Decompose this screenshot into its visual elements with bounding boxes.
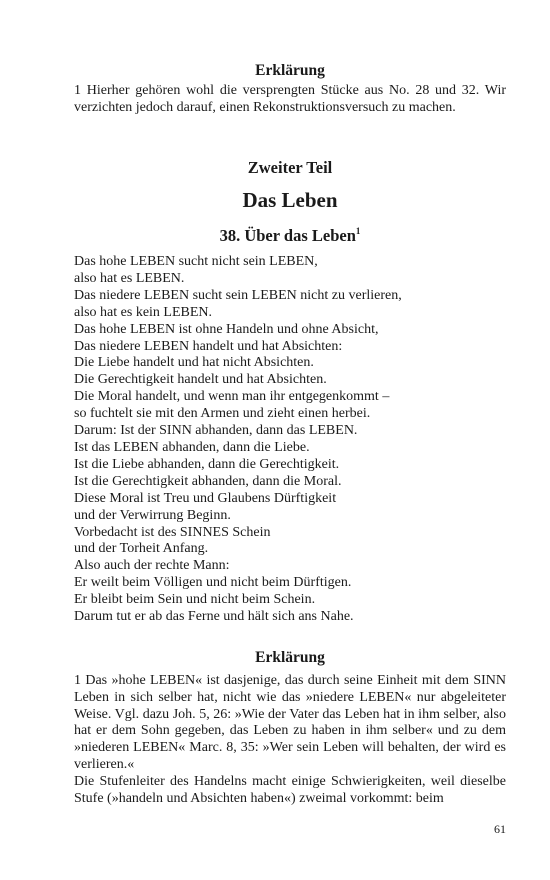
verse-line: Die Liebe handelt und hat nicht Absichten. xyxy=(74,355,314,371)
verse-line: Er bleibt beim Sein und nicht beim Schein. xyxy=(74,592,316,608)
verse-line: Darum tut er ab das Ferne und hält sich ans Nahe. xyxy=(74,609,354,625)
verse-line: Das niedere LEBEN sucht sein LEBEN nicht zu verlieren, xyxy=(74,287,402,303)
section-title: Das Leben xyxy=(242,188,338,212)
part-title: Zweiter Teil xyxy=(247,158,333,177)
verse-line: und der Torheit Anfang. xyxy=(74,541,209,557)
verse-line: so fuchtelt sie mit den Armen und zieht einen herbei. xyxy=(74,406,371,422)
footnote-marker: 1 xyxy=(355,226,361,236)
explanation-heading-2: Erklärung xyxy=(255,649,325,666)
verse-line: Das hohe LEBEN sucht nicht sein LEBEN, xyxy=(74,254,318,269)
verse-line: Die Gerechtigkeit handelt und hat Absichten. xyxy=(74,372,327,388)
verse-line: Vorbedacht ist des SINNES Schein xyxy=(74,524,271,540)
page-number: 61 xyxy=(494,822,506,836)
chapter-title-text: 38. Über das Leben xyxy=(219,226,356,245)
poem-verses xyxy=(74,254,402,626)
verse-line: Die Moral handelt, und wenn man ihr entgegenkommt – xyxy=(74,389,390,405)
verse-line: Diese Moral ist Treu und Glaubens Dürftigkeit xyxy=(74,490,337,506)
explanation-paragraph-2: Die Stufenleiter des Handelns macht einige Schwierigkeiten, weil dieselbe Stufe (»handeln und Absichten haben«) zweimal vorkommt: beim xyxy=(74,773,506,806)
verse-line: Ist die Liebe abhanden, dann die Gerechtigkeit. xyxy=(74,456,340,472)
explanation-body-2 xyxy=(74,673,506,807)
verse-line: Das niedere LEBEN handelt und hat Absichten: xyxy=(74,338,343,354)
verse-line: und der Verwirrung Beginn. xyxy=(74,507,231,523)
verse-line: Ist die Gerechtigkeit abhanden, dann die Moral. xyxy=(74,473,342,489)
explanation-text-1: 1 Hierher gehören wohl die versprengten Stücke aus No. 28 und 32. Wir verzichten jedoch darauf, einen Rekonstruktionsversuch zu machen. xyxy=(74,83,506,115)
verse-line: also hat es LEBEN. xyxy=(74,270,185,286)
chapter-title xyxy=(74,226,506,246)
verse-line: also hat es kein LEBEN. xyxy=(74,304,213,320)
verse-line: Das hohe LEBEN ist ohne Handeln und ohne Absicht, xyxy=(74,321,379,337)
verse-line: Darum: Ist der SINN abhanden, dann das LEBEN. xyxy=(74,423,358,439)
verse-line: Er weilt beim Völligen und nicht beim Dürftigen. xyxy=(74,575,352,591)
explanation-paragraph-1: 1 Das »hohe LEBEN« ist dasjenige, das durch seine Einheit mit dem SINN Leben in sich selber hat, nicht wie das »niedere LEBEN« nur abgeleiteter Weise. Vgl. dazu Joh. 5, 26: »Wie der Vater das Leben hat in ihm selber, also hat er dem Sohn gegeben, das Leben zu haben in ihm selber« und zu dem »niederen LEBEN« Marc. 8, 35: »Wer sein Leben will behalten, der wird es verlieren.« xyxy=(74,673,506,772)
explanation-heading-1: Erklärung xyxy=(255,62,325,79)
verse-line: Also auch der rechte Mann: xyxy=(74,558,230,574)
verse-line: Ist das LEBEN abhanden, dann die Liebe. xyxy=(74,439,310,455)
